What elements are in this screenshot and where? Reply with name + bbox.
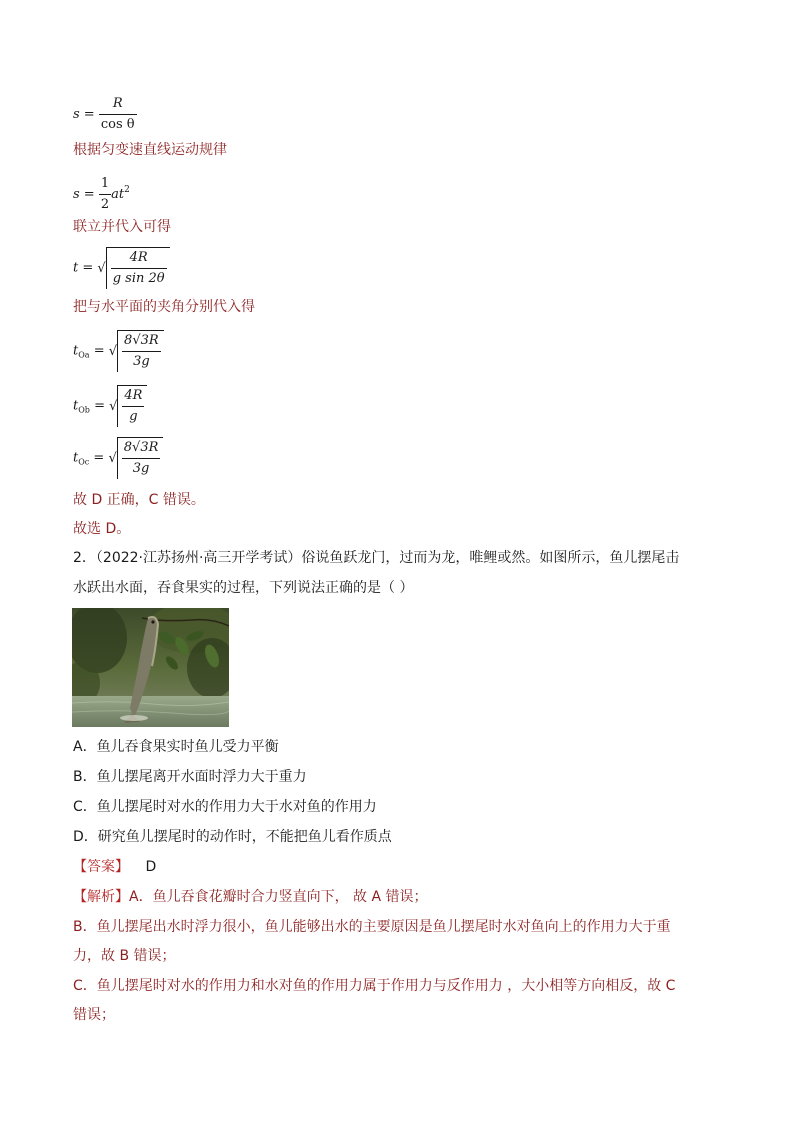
- fraction-numerator: 1: [100, 176, 110, 191]
- fraction: [122, 331, 161, 372]
- analysis-line-a: [73, 887, 428, 907]
- exponent: 2: [124, 185, 130, 195]
- formula-term: at: [111, 187, 125, 202]
- option-d: D．研究鱼儿摆尾时的动作时，不能把鱼儿看作质点: [73, 829, 392, 845]
- fraction-denominator: 3g: [122, 458, 161, 479]
- answer-label: 【答案】: [73, 859, 129, 875]
- formula-s-equals-r-over-cos: [73, 94, 137, 135]
- formula-lhs: t =: [73, 260, 94, 276]
- analysis-line-b: B．鱼儿摆尾出水时浮力很小，鱼儿能够出水的主要原因是鱼儿摆尾时水对鱼向上的作用力大于重: [73, 919, 671, 935]
- square-root: √ $\frac{8√3R}{3g}$: [108, 437, 163, 479]
- conclusion-line: 故 D 正确，C 错误。: [73, 492, 205, 508]
- conclusion-line: 故选 D。: [73, 521, 131, 537]
- analysis-line-c-cont: 错误；: [73, 1007, 115, 1023]
- formula-subscript: Ob: [78, 405, 90, 415]
- square-root: √ $\frac{8√3R}{3g}$: [109, 330, 164, 372]
- formula-variable: t: [73, 398, 79, 414]
- fraction-denominator: cos θ: [99, 114, 137, 135]
- analysis-text: A．鱼儿吞食花瓣时合力竖直向下， 故 A 错误；: [129, 889, 428, 905]
- text-line: 把与水平面的夹角分别代入得: [73, 299, 255, 315]
- analysis-label: 【解析】: [73, 889, 129, 905]
- formula-variable: t: [73, 343, 79, 359]
- formula-t-ob: [73, 385, 147, 427]
- fraction: [122, 386, 144, 427]
- fraction: [99, 174, 111, 215]
- fraction-denominator: g: [122, 406, 144, 427]
- equals-sign: =: [93, 450, 105, 466]
- fish-leaping-photo: [72, 608, 229, 727]
- equals-sign: =: [94, 398, 105, 414]
- analysis-line-b-cont: 力，故 B 错误；: [73, 948, 176, 964]
- option-c: C．鱼儿摆尾时对水的作用力大于水对鱼的作用力: [73, 799, 377, 815]
- equals-sign: =: [93, 343, 105, 359]
- square-root: √ $\frac{4R}{\text{g sin 2θ}}$: [97, 247, 169, 289]
- fraction-numerator: 8√3R: [124, 333, 159, 348]
- fraction: [99, 94, 137, 135]
- option-a: A．鱼儿吞食果实时鱼儿受力平衡: [73, 739, 279, 755]
- fraction-numerator: R: [112, 96, 123, 111]
- formula-subscript: Oc: [78, 457, 90, 467]
- formula-lhs: s =: [73, 187, 95, 202]
- fraction: [111, 248, 167, 289]
- option-b: B．鱼儿摆尾离开水面时浮力大于重力: [73, 769, 307, 785]
- question-2-stem: 2．（2022·江苏扬州·高三开学考试）俗说鱼跃龙门，过而为龙，唯鲤或然。如图所示，鱼儿摆尾击: [73, 550, 680, 566]
- answer-value: D: [145, 859, 157, 875]
- formula-t-sqrt: [73, 247, 170, 289]
- text-line: 根据匀变速直线运动规律: [73, 142, 227, 158]
- fish-leaping-icon: [72, 608, 229, 727]
- fraction-denominator: g sin 2θ: [111, 268, 167, 289]
- fraction-numerator: 4R: [129, 250, 148, 265]
- analysis-line-c: C．鱼儿摆尾时对水的作用力和水对鱼的作用力属于作用力与反作用力 ，大小相等方向相反，故 C: [73, 978, 676, 994]
- formula-lhs: s =: [73, 107, 95, 122]
- formula-s-equals-half-at-squared: [73, 174, 130, 215]
- square-root: √ $\frac{4R}{g}$: [109, 385, 147, 427]
- answer-line: [73, 857, 156, 877]
- formula-variable: t: [73, 450, 79, 466]
- fraction-numerator: 8√3R: [123, 440, 159, 455]
- fraction-numerator: 4R: [124, 388, 143, 403]
- text-line: 联立并代入可得: [73, 219, 171, 235]
- formula-t-oc: [73, 437, 163, 479]
- formula-subscript: Oa: [78, 350, 90, 360]
- fraction-denominator: 3g: [122, 351, 161, 372]
- fraction: [122, 438, 161, 479]
- fraction-denominator: 2: [99, 194, 111, 215]
- formula-t-oa: [73, 330, 164, 372]
- question-2-stem: 水跃出水面，吞食果实的过程，下列说法正确的是（ ）: [73, 580, 414, 596]
